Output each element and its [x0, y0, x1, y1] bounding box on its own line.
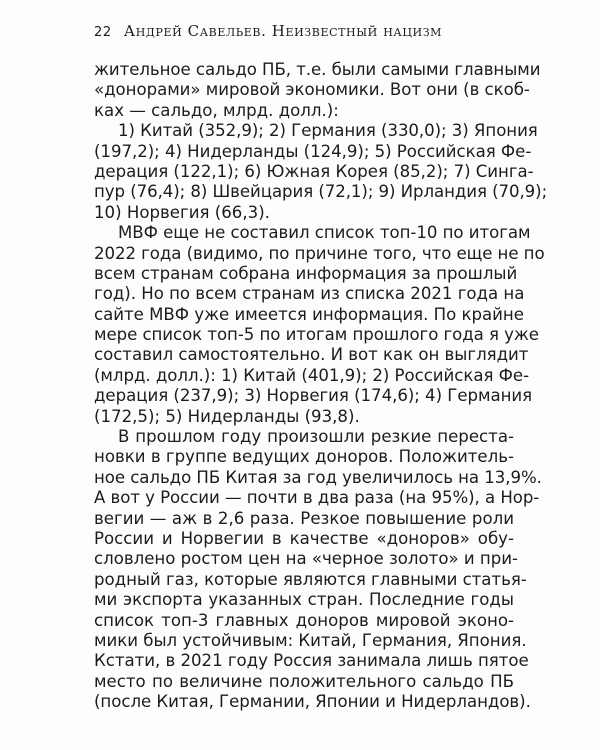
- text-line: всем странам собрана информация за прошлый: [94, 263, 518, 283]
- text-line: ное сальдо ПБ Китая за год увеличилось на 13,9%.: [94, 467, 542, 487]
- text-line: год). Но по всем странам из списка 2021 года на: [94, 284, 525, 304]
- text-line: «донорами» мировой экономики. Вот они (в скоб-: [94, 80, 530, 100]
- text-line: В прошлом году произошли резкие переста-: [118, 427, 514, 447]
- text-line: место по величине положительного сальдо ПБ: [94, 671, 514, 691]
- text-line: мере список топ-5 по итогам прошлого года я уже: [94, 325, 539, 345]
- text-line: ках — сальдо, млрд. долл.):: [94, 100, 339, 120]
- text-line: (172,5); 5) Нидерланды (93,8).: [94, 406, 360, 426]
- text-line: Кстати, в 2021 году Россия занимала лишь пятое: [94, 651, 529, 671]
- text-line: список топ-3 главных доноров мировой эконо-: [94, 610, 514, 630]
- text-line: словлено ростом цен на «черное золото» и при-: [94, 549, 519, 569]
- text-line: 1) Китай (352,9); 2) Германия (330,0); 3) Япония: [118, 121, 538, 141]
- text-line: (после Китая, Германии, Японии и Нидерландов).: [94, 692, 531, 712]
- text-line: 10) Норвегия (66,3).: [94, 202, 270, 222]
- body-text: [94, 60, 548, 713]
- text-line: жительное сальдо ПБ, т.е. были самыми главными: [94, 60, 541, 79]
- text-line: МВФ еще не составил список топ-10 по итогам: [118, 223, 531, 243]
- text-line: родный газ, которые являются главными статья-: [94, 569, 527, 589]
- running-header: [94, 22, 442, 40]
- text-line: (млрд. долл.): 1) Китай (401,9); 2) Российская Фе-: [94, 365, 530, 385]
- text-line: (197,2); 4) Нидерланды (124,9); 5) Российская Фе-: [94, 141, 532, 161]
- text-line: вегии — аж в 2,6 раза. Резкое повышение роли: [94, 508, 514, 528]
- text-line: пур (76,4); 8) Швейцария (72,1); 9) Ирландия (70,9);: [94, 182, 548, 202]
- text-line: А вот у России — почти в два раза (на 95%), а Нор-: [94, 488, 540, 508]
- text-line: мики был устойчивым: Китай, Германия, Япония.: [94, 630, 527, 650]
- text-line: России и Норвегии в качестве «доноров» обу-: [94, 528, 514, 548]
- running-title: Андрей Савельев. Неизвестный нацизм: [123, 22, 443, 40]
- page-number: 22: [94, 25, 112, 40]
- text-line: ми экспорта указанных стран. Последние годы: [94, 590, 514, 610]
- text-line: дерация (122,1); 6) Южная Корея (85,2); 7) Синга-: [94, 161, 534, 181]
- text-line: составил самостоятельно. И вот как он выглядит: [94, 345, 529, 365]
- text-line: новки в группе ведущих доноров. Положитель-: [94, 447, 514, 467]
- text-line: 2022 года (видимо, по причине того, что еще не по: [94, 243, 545, 263]
- text-line: сайте МВФ уже имеется информация. По крайне: [94, 304, 524, 324]
- text-line: дерация (237,9); 3) Норвегия (174,6); 4) Германия: [94, 386, 533, 406]
